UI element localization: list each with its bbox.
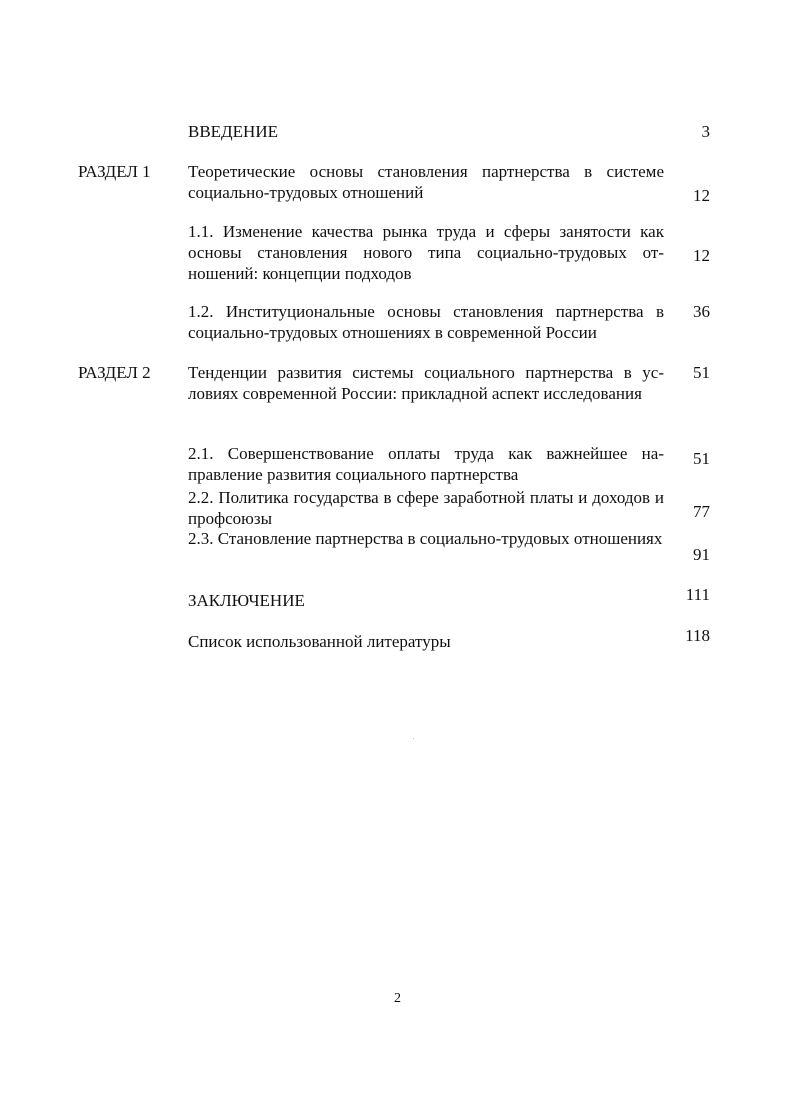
toc-title: ЗАКЛЮЧЕНИЕ <box>188 591 305 610</box>
page-number-footer: 2 <box>394 991 401 1006</box>
toc-page-number: 77 <box>693 502 710 521</box>
toc-page-number: 36 <box>693 302 710 321</box>
toc-title: ВВЕДЕНИЕ <box>188 122 278 141</box>
toc-page-number: 111 <box>685 585 710 604</box>
section-label: РАЗДЕЛ 1 <box>78 162 151 181</box>
toc-page-number: 51 <box>693 449 710 468</box>
scan-speck <box>413 738 414 739</box>
toc-title: 2.2. Политика государства в сфере заработной платы и доходов и профсоюзы <box>188 488 664 528</box>
toc-title: 2.3. Становление партнерства в социально-трудовых отношениях <box>188 529 663 548</box>
toc-title: 2.1. Совершенствование оплаты труда как важнейшее направление развития социального партнерства <box>188 444 664 484</box>
toc-page-number: 51 <box>693 363 710 382</box>
toc-title: Список использованной литературы <box>188 632 451 651</box>
toc-page-number: 12 <box>693 186 710 205</box>
toc-page-number: 118 <box>685 626 710 645</box>
section-label: РАЗДЕЛ 2 <box>78 363 151 382</box>
toc-title: 1.1. Изменение качества рынка труда и сферы занятости как основы становления нового типа социально-трудовых отношений: концепции подходов <box>188 222 664 283</box>
toc-title: Тенденции развития системы социального партнерства в условиях современной России: прикладной аспект исследования <box>188 363 664 403</box>
toc-title: Теоретические основы становления партнерства в системе социально-трудовых отношений <box>188 162 664 202</box>
toc-title: 1.2. Институциональные основы становления партнерства в социально-трудовых отношениях в современной России <box>188 302 664 342</box>
toc-page-number: 91 <box>693 545 710 564</box>
toc-page-number: 3 <box>701 122 710 141</box>
toc-page-number: 12 <box>693 246 710 265</box>
